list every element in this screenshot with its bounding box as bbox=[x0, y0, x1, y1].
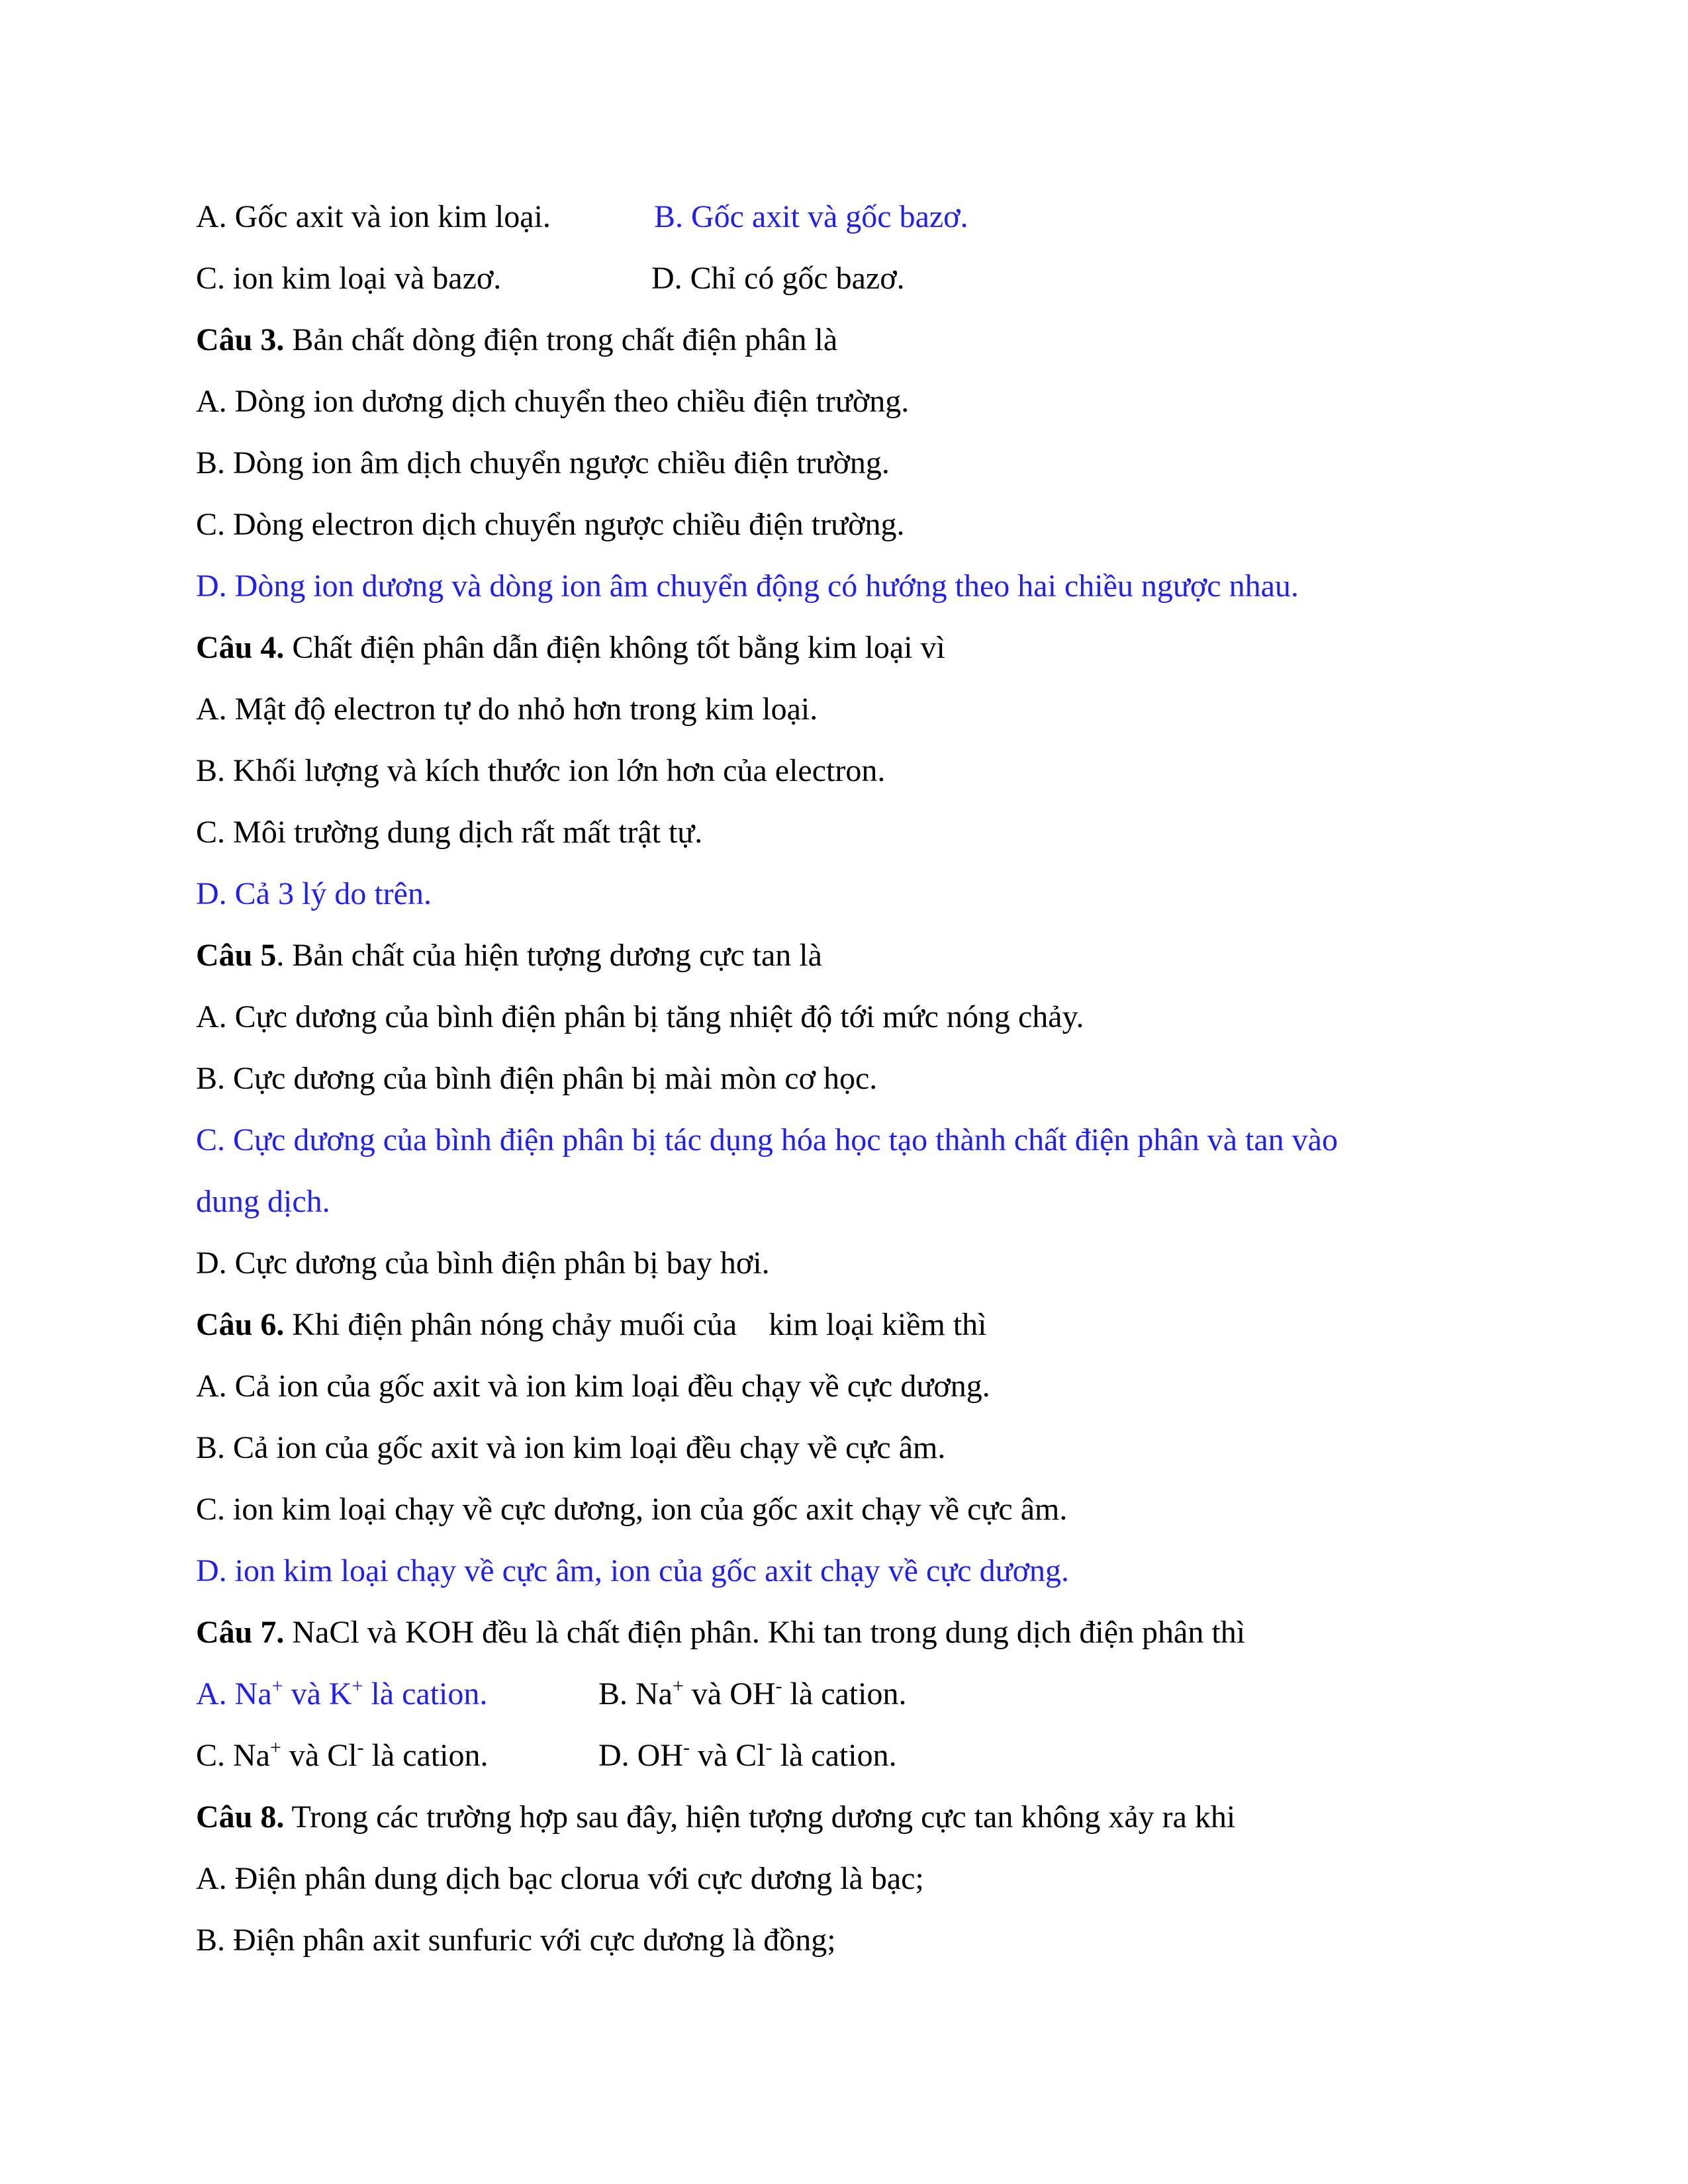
q4-stem-text: Chất điện phân dẫn điện không tốt bằng kim loại vì bbox=[284, 630, 945, 665]
q8-option-a: A. Điện phân dung dịch bạc clorua với cực dương là bạc; bbox=[196, 1861, 924, 1896]
q5-label: Câu 5 bbox=[196, 938, 277, 973]
q7-b-text-2: và OH bbox=[683, 1676, 776, 1711]
q8-label: Câu 8. bbox=[196, 1799, 285, 1835]
q7-b-text-3: là cation. bbox=[782, 1676, 907, 1711]
q5-option-c-line1: C. Cực dương của bình điện phân bị tác dụng hóa học tạo thành chất điện phân và tan vào bbox=[196, 1122, 1338, 1158]
q3-stem-text: Bản chất dòng điện trong chất điện phân là bbox=[284, 322, 838, 357]
q6-stem bbox=[196, 1309, 987, 1341]
q7-b-text-1: B. Na bbox=[598, 1676, 673, 1711]
q7-d-text-1: D. OH bbox=[598, 1738, 683, 1773]
q7-stem bbox=[196, 1617, 1245, 1649]
q7-stem-text: NaCl và KOH đều là chất điện phân. Khi tan trong dung dịch điện phân thì bbox=[284, 1615, 1246, 1650]
q3-option-d: D. Dòng ion dương và dòng ion âm chuyển động có hướng theo hai chiều ngược nhau. bbox=[196, 569, 1299, 604]
q4-option-c: C. Môi trường dung dịch rất mất trật tự. bbox=[196, 815, 703, 850]
q7-a-text-3: là cation. bbox=[363, 1676, 488, 1711]
q8-stem bbox=[196, 1801, 1235, 1833]
q8-stem-text: Trong các trường hợp sau đây, hiện tượng dương cực tan không xảy ra khi bbox=[284, 1799, 1236, 1835]
q3-option-c: C. Dòng electron dịch chuyển ngược chiều điện trường. bbox=[196, 507, 905, 542]
q7-d-text-2: và Cl bbox=[690, 1738, 766, 1773]
q6-option-d: D. ion kim loại chạy về cực âm, ion của gốc axit chạy về cực dương. bbox=[196, 1553, 1069, 1588]
q4-option-a: A. Mật độ electron tự do nhỏ hơn trong kim loại. bbox=[196, 692, 818, 727]
q7-b-sup-1: + bbox=[672, 1675, 684, 1697]
q6-option-b: B. Cả ion của gốc axit và ion kim loại đều chạy về cực âm. bbox=[196, 1430, 946, 1465]
q6-label: Câu 6. bbox=[196, 1307, 285, 1342]
q2-option-d: D. Chỉ có gốc bazơ. bbox=[651, 261, 905, 296]
q5-option-b: B. Cực dương của bình điện phân bị mài mòn cơ học. bbox=[196, 1061, 878, 1096]
q6-option-c: C. ion kim loại chạy về cực dương, ion của gốc axit chạy về cực âm. bbox=[196, 1492, 1068, 1527]
q3-option-b: B. Dòng ion âm dịch chuyển ngược chiều điện trường. bbox=[196, 445, 890, 480]
q4-label: Câu 4. bbox=[196, 630, 285, 665]
q3-label: Câu 3. bbox=[196, 322, 285, 357]
q7-a-sup-1: + bbox=[271, 1675, 283, 1697]
q7-option-b bbox=[598, 1675, 907, 1711]
q2-option-c: C. ion kim loại và bazơ. bbox=[196, 261, 502, 296]
q7-d-sup-2: - bbox=[765, 1737, 773, 1758]
q5-option-a: A. Cực dương của bình điện phân bị tăng nhiệt độ tới mức nóng chảy. bbox=[196, 999, 1084, 1034]
q7-option-c bbox=[196, 1737, 489, 1773]
q3-option-a: A. Dòng ion dương dịch chuyển theo chiều điện trường. bbox=[196, 384, 910, 419]
q7-c-sup-2: - bbox=[357, 1737, 364, 1758]
q4-option-b: B. Khối lượng và kích thước ion lớn hơn của electron. bbox=[196, 753, 886, 788]
q7-c-text-1: C. Na bbox=[196, 1738, 270, 1773]
q8-option-b: B. Điện phân axit sunfuric với cực dương là đồng; bbox=[196, 1923, 836, 1958]
q7-d-sup-1: - bbox=[683, 1737, 690, 1758]
q4-stem bbox=[196, 632, 945, 664]
q7-c-text-3: là cation. bbox=[363, 1738, 489, 1773]
q5-stem-text: . Bản chất của hiện tượng dương cực tan là bbox=[276, 938, 822, 973]
q7-label: Câu 7. bbox=[196, 1615, 285, 1650]
q7-a-sup-2: + bbox=[352, 1675, 363, 1697]
q7-a-text-1: A. Na bbox=[196, 1676, 272, 1711]
q7-a-text-2: và K bbox=[283, 1676, 352, 1711]
q6-stem-text: Khi điện phân nóng chảy muối của kim loại kiềm thì bbox=[284, 1307, 987, 1342]
q7-d-text-3: là cation. bbox=[772, 1738, 897, 1773]
q4-option-d: D. Cả 3 lý do trên. bbox=[196, 876, 432, 911]
q3-stem bbox=[196, 324, 837, 356]
q7-option-a bbox=[196, 1675, 488, 1711]
q6-option-a: A. Cả ion của gốc axit và ion kim loại đều chạy về cực dương. bbox=[196, 1369, 990, 1404]
q2-option-b: B. Gốc axit và gốc bazơ. bbox=[654, 199, 968, 234]
q5-stem bbox=[196, 940, 822, 972]
q5-option-c-line2: dung dịch. bbox=[196, 1184, 330, 1219]
q7-c-text-2: và Cl bbox=[281, 1738, 357, 1773]
q7-option-d bbox=[598, 1737, 897, 1773]
q7-c-sup-1: + bbox=[269, 1737, 281, 1758]
q5-option-d: D. Cực dương của bình điện phân bị bay hơi. bbox=[196, 1246, 770, 1281]
q2-option-a: A. Gốc axit và ion kim loại. bbox=[196, 199, 551, 234]
q7-b-sup-2: - bbox=[775, 1675, 782, 1697]
